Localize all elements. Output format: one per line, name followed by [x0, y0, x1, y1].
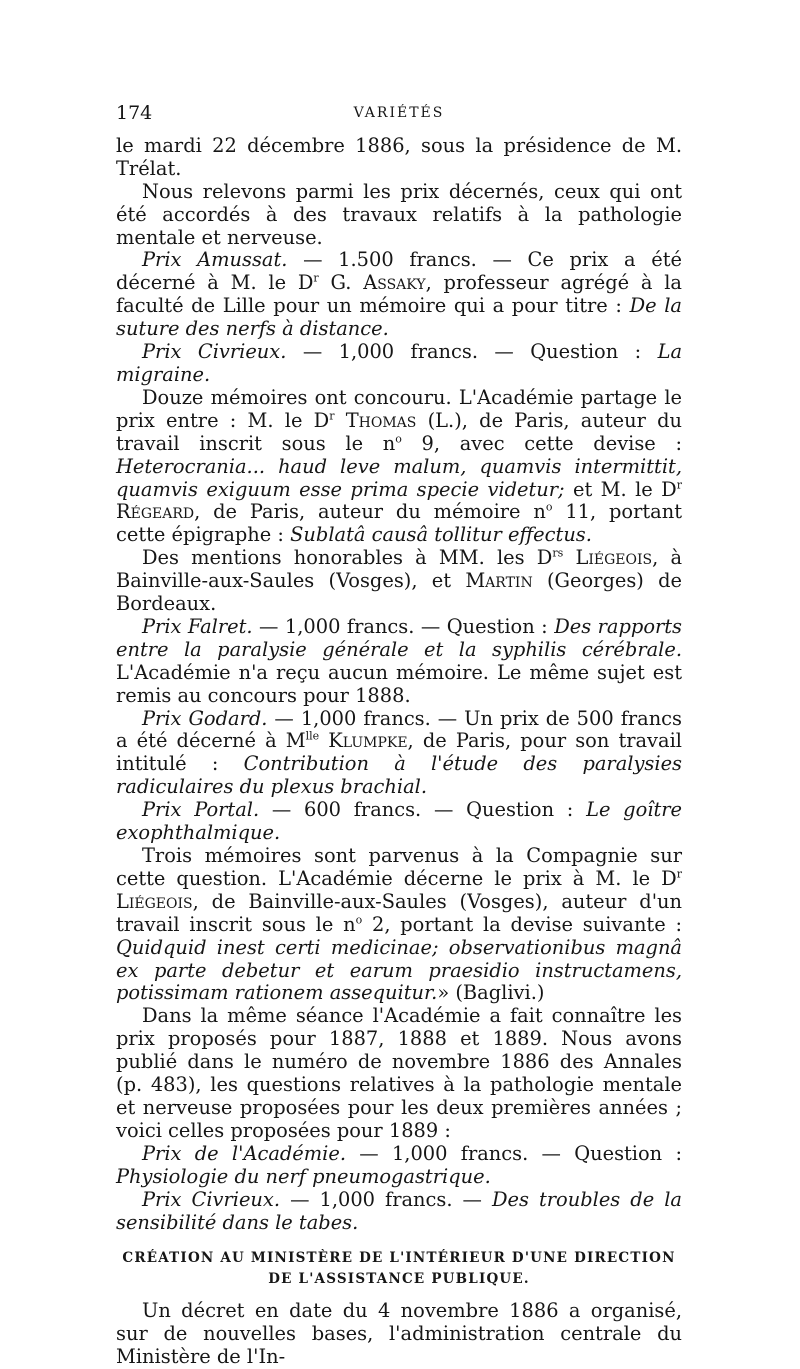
- work-title: De la suture des nerfs à distance.: [116, 294, 682, 341]
- prize-name: Prix Civrieux.: [142, 1187, 281, 1211]
- civrieux-mentions: Des mentions honorables à MM. les $D^{rs}$ Liégeois, à Bainville-aux-Saules (Vosges), et Martin (Georges) de Bordeaux.: [116, 546, 683, 616]
- person-name: Régeard: [116, 500, 195, 524]
- question: La migraine.: [116, 340, 682, 386]
- prize-name: Prix Portal.: [142, 798, 260, 822]
- section-heading: CRÉATION AU MINISTÈRE DE L'INTÉRIEUR D'UNE DIRECTION DE L'ASSISTANCE PUBLIQUE.: [122, 1250, 676, 1288]
- prize-civrieux-1889: Prix Civrieux. — 1,000 francs. — Des troubles de la sensibilité dans le tabes.: [116, 1187, 682, 1234]
- person-name: Liégeois: [116, 889, 193, 913]
- prize-falret: Prix Falret. — 1,000 francs. — Question : Des rapports entre la paralysie générale et la syphilis cérébrale. L'Académie n'a reçu aucun mémoire. Le même sujet est remis au concours pour 1888.: [116, 614, 683, 707]
- prize-name: Prix Falret.: [142, 614, 253, 638]
- paragraph-seance: Dans la même séance l'Académie a fait connaître les prix proposés pour 1887, 1888 et 1889. Nous avons publié dans le numéro de novembre 1886 des Annales (p. 483), les questions relatives à la pathologie mentale et nerveuse proposées pour les deux premières années ; voici celles proposées pour 1889 :: [116, 1004, 682, 1142]
- person-name: G. Assaky: [330, 271, 426, 295]
- prize-portal: Prix Portal. — 600 francs. — Question : Le goître exophthalmique.: [116, 798, 682, 845]
- prize-name: Prix Civrieux.: [142, 340, 287, 364]
- prize-civrieux: Prix Civrieux. — 1,000 francs. — Question : La migraine.: [116, 340, 682, 386]
- paragraph-decree: Un décret en date du 4 novembre 1886 a organisé, sur de nouvelles bases, l'administration centrale du Ministère de l'In-: [116, 1299, 682, 1369]
- question: Des rapports entre la paralysie générale et la syphilis cérébrale.: [116, 614, 683, 661]
- person-name: Klumpke: [328, 729, 408, 753]
- portal-details: Trois mémoires sont parvenus à la Compagnie sur cette question. L'Académie décerne le prix à M. le $D^r$ Liégeois, de Bainville-aux-Saules (Vosges), auteur d'un travail inscrit sous le $n^o$ 2, portant la devise suivante : Quidquid inest certi medicinae; observationibus magnâ ex parte debetur et earum praesidio instructamens, potissimam rationem assequitur.» (Baglivi.): [116, 844, 682, 1005]
- paragraph-date: le mardi 22 décembre 1886, sous la présidence de M. Trélat.: [116, 133, 682, 180]
- epigraph: Sublatâ causâ tollitur effectus.: [290, 523, 592, 547]
- person-name: Thomas: [345, 408, 417, 432]
- work-title: Contribution à l'étude des paralysies radiculaires du plexus brachial.: [116, 752, 682, 799]
- prize-name: Prix Amussat.: [142, 248, 288, 272]
- prize-name: Prix de l'Académie.: [142, 1141, 346, 1165]
- motto: Heterocrania... haud leve malum, quamvis intermittit, quamvis exiguum esse prima specie videtur;: [116, 454, 682, 501]
- prize-amussat: Prix Amussat. — 1.500 francs. — Ce prix a été décerné à M. le $D^r$ G. Assaky, professeur agrégé à la faculté de Lille pour un mémoire qui a pour titre : De la suture des nerfs à distance.: [116, 248, 682, 341]
- question: Le goître exophthalmique.: [116, 798, 682, 845]
- person-name: Martin: [465, 569, 533, 593]
- civrieux-details: Douze mémoires ont concouru. L'Académie partage le prix entre : M. le $D^r$ Thomas (L.), de Paris, auteur du travail inscrit sous le $n^o$ 9, avec cette devise : Heterocrania... haud leve malum, quamvis intermittit, quamvis exiguum esse prima specie videtur; et M. le $D^r$ Régeard, de Paris, auteur du mémoire $n^o$ 11, portant cette épigraphe : Sublatâ causâ tollitur effectus.: [116, 385, 683, 547]
- prize-name: Prix Godard.: [142, 706, 268, 730]
- question: Physiologie du nerf pneumogastrique.: [116, 1164, 491, 1188]
- page-number: 174: [116, 102, 153, 124]
- question: Des troubles de la sensibilité dans le tabes.: [116, 1187, 682, 1234]
- prize-godard: Prix Godard. — 1,000 francs. — Un prix de 500 francs a été décerné à $M^{lle}$ Klumpke, de Paris, pour son travail intitulé : Contribution à l'étude des paralysies radiculaires du plexus brachial.: [116, 706, 682, 799]
- paragraph-intro: Nous relevons parmi les prix décernés, ceux qui ont été accordés à des travaux relatifs à la pathologie mentale et nerveuse.: [116, 179, 682, 249]
- text-block: [116, 102, 682, 1369]
- running-header: [116, 102, 682, 125]
- running-title: VARIÉTÉS: [353, 105, 445, 121]
- motto: Quidquid inest certi medicinae; observationibus magnâ ex parte debetur et earum praesidio instructamens, potissimam rationem assequitur.: [116, 935, 682, 1005]
- person-name: Liégeois: [575, 546, 653, 570]
- prize-academie: Prix de l'Académie. — 1,000 francs. — Question : Physiologie du nerf pneumogastrique.: [116, 1141, 682, 1188]
